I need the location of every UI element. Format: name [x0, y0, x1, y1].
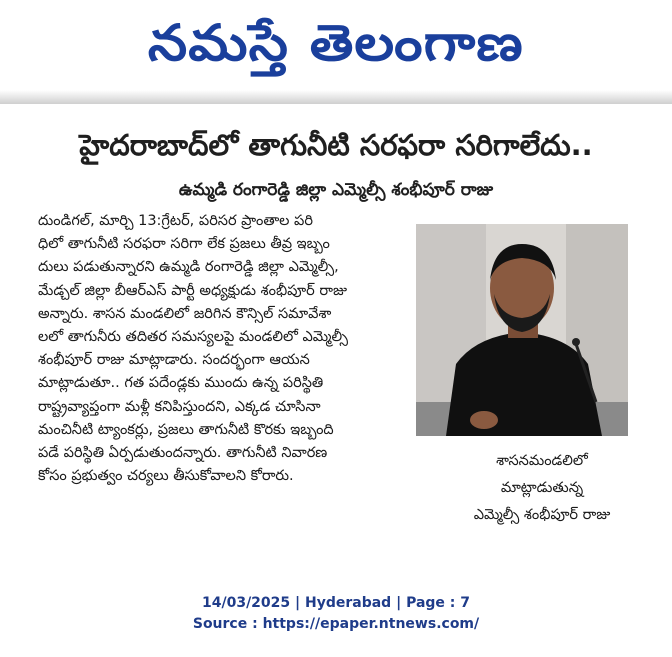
body-line: దుండిగల్, మార్చి 13:గ్రేటర్, పరిసర ప్రాంతాల పరి	[38, 213, 313, 229]
body-line: పడే పరిస్థితి ఏర్పడుతుందన్నారు. తాగునీటి నివారణ	[38, 445, 328, 462]
body-line: కోసం ప్రభుత్వం చర్యలు తీసుకోవాలని కోరారు.	[38, 468, 294, 485]
body-line: మంచినీటి ట్యాంకర్లు, ప్రజలు తాగునీటి కొరకు ఇబ్బంది	[38, 421, 334, 438]
article-headline: హైదరాబాద్‌లో తాగునీటి సరఫరా సరిగాలేదు..	[79, 128, 593, 162]
body-line: ధిలో తాగునీటి సరఫరా సరిగా లేక ప్రజలు తీవ్ర ఇబ్బం	[38, 236, 330, 253]
header-divider	[0, 90, 672, 104]
caption-line: శాసనమండలిలో	[496, 453, 588, 469]
body-line: మేడ్చల్ జిల్లా బీఆర్‌ఎస్ పార్టీ అధ్యక్షుడు శంభీపూర్ రాజు	[38, 282, 347, 299]
article-photo	[416, 224, 628, 436]
article-subheadline: ఉమ్మడి రంగారెడ్డి జిల్లా ఎమ్మెల్సీ శంభీపూర్ రాజు	[178, 180, 494, 200]
body-line: శంభీపూర్ రాజు మాట్లాడారు. సందర్భంగా ఆయన	[38, 352, 310, 369]
body-line: రాష్ట్రవ్యాప్తంగా మళ్లీ కనిపిస్తుందని, ఎక్కడ చూసినా	[38, 398, 321, 415]
caption-line: మాట్లాడుతున్న	[500, 480, 584, 496]
body-line: మాట్లాడుతూ.. గత పదేండ్లకు ముందు ఉన్న పరిస్థితి	[38, 375, 324, 392]
masthead	[0, 4, 672, 82]
footer-source-line: Source : https://epaper.ntnews.com/	[192, 616, 480, 632]
speaker-photo-image	[416, 224, 628, 436]
footer-date-line: 14/03/2025 | Hyderabad | Page : 7	[201, 595, 471, 611]
body-line: అన్నారు. శాసన మండలిలో జరిగిన కౌన్సిల్ సమావేశా	[38, 305, 332, 322]
masthead-title: నమస్తే తెలంగాణ	[148, 14, 524, 72]
footer	[0, 593, 672, 635]
body-line: దులు పడుతున్నారని ఉమ్మడి రంగారెడ్డి జిల్లా ఎమ్మెల్సీ,	[38, 259, 339, 276]
caption-line: ఎమ్మెల్సీ శంభీపూర్ రాజు	[473, 507, 611, 523]
photo-caption	[428, 448, 656, 529]
article-body	[38, 210, 410, 488]
body-line: లలో తాగునీరు తదితర సమస్యలపై మండలిలో ఎమ్మెల్సీ	[38, 329, 349, 346]
